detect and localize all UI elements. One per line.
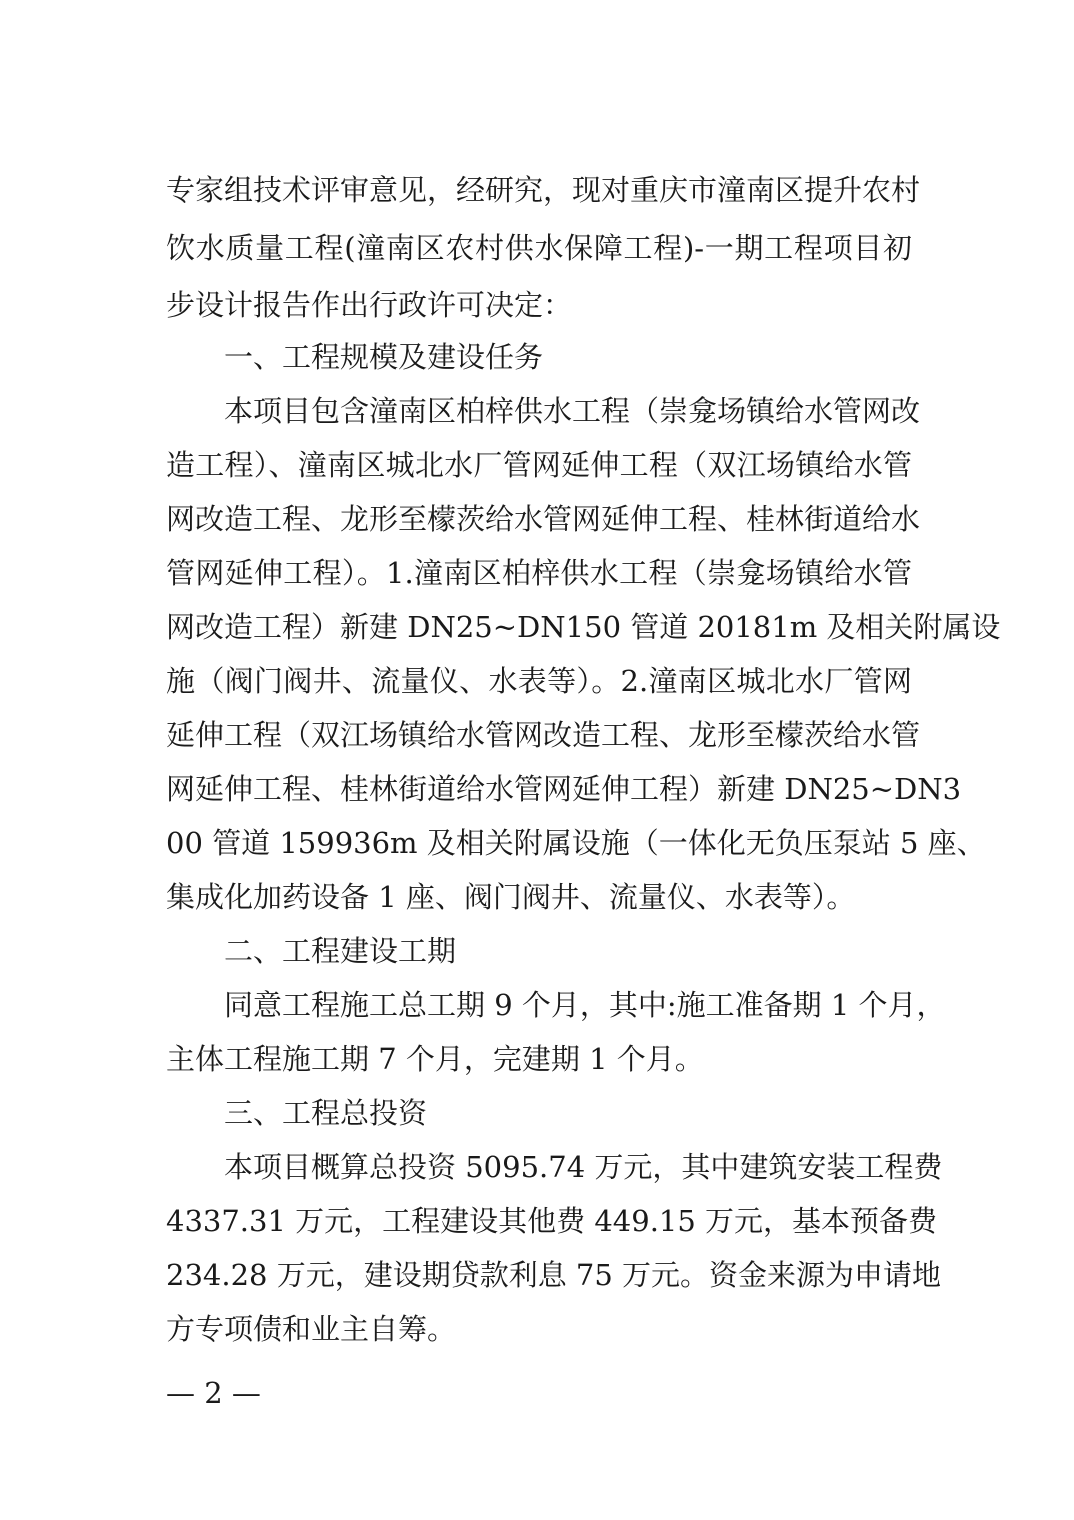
body-line: 步设计报告作出行政许可决定：	[166, 288, 573, 322]
body-line: 本项目概算总投资 5095.74 万元，其中建筑安装工程费	[224, 1150, 943, 1184]
body-line: 网改造工程、龙形至檬茨给水管网延伸工程、桂林街道给水	[166, 502, 921, 536]
section-heading: 一、工程规模及建设任务	[224, 340, 544, 374]
section-heading: 三、工程总投资	[224, 1096, 428, 1130]
body-line: 饮水质量工程(潼南区农村供水保障工程)-一期工程项目初	[166, 231, 912, 265]
body-line: 专家组技术评审意见，经研究，现对重庆市潼南区提升农村	[166, 173, 921, 207]
body-line: 管网延伸工程）。1.潼南区柏梓供水工程（崇龛场镇给水管	[166, 556, 912, 590]
body-line: 施（阀门阀井、流量仪、水表等）。2.潼南区城北水厂管网	[166, 664, 912, 698]
body-line: 延伸工程（双江场镇给水管网改造工程、龙形至檬茨给水管	[166, 718, 921, 752]
body-line: 00 管道 159936m 及相关附属设施（一体化无负压泵站 5 座、	[166, 826, 986, 860]
body-line: 234.28 万元，建设期贷款利息 75 万元。资金来源为申请地	[166, 1258, 942, 1292]
body-line: 4337.31 万元，工程建设其他费 449.15 万元，基本预备费	[166, 1204, 938, 1238]
section-heading: 二、工程建设工期	[224, 934, 457, 968]
body-line: 同意工程施工总工期 9 个月，其中:施工准备期 1 个月，	[224, 988, 946, 1022]
body-line: 方专项债和业主自筹。	[166, 1312, 457, 1346]
body-line: 网延伸工程、桂林街道给水管网延伸工程）新建 DN25~DN3	[166, 772, 962, 806]
body-line: 主体工程施工期 7 个月，完建期 1 个月。	[166, 1042, 704, 1076]
body-line: 集成化加药设备 1 座、阀门阀井、流量仪、水表等）。	[166, 880, 856, 914]
body-line: 造工程）、潼南区城北水厂管网延伸工程（双江场镇给水管	[166, 448, 912, 482]
body-line: 网改造工程）新建 DN25~DN150 管道 20181m 及相关附属设	[166, 610, 1001, 644]
body-line: 本项目包含潼南区柏梓供水工程（崇龛场镇给水管网改	[224, 394, 921, 428]
page-number: — 2 —	[166, 1376, 261, 1410]
